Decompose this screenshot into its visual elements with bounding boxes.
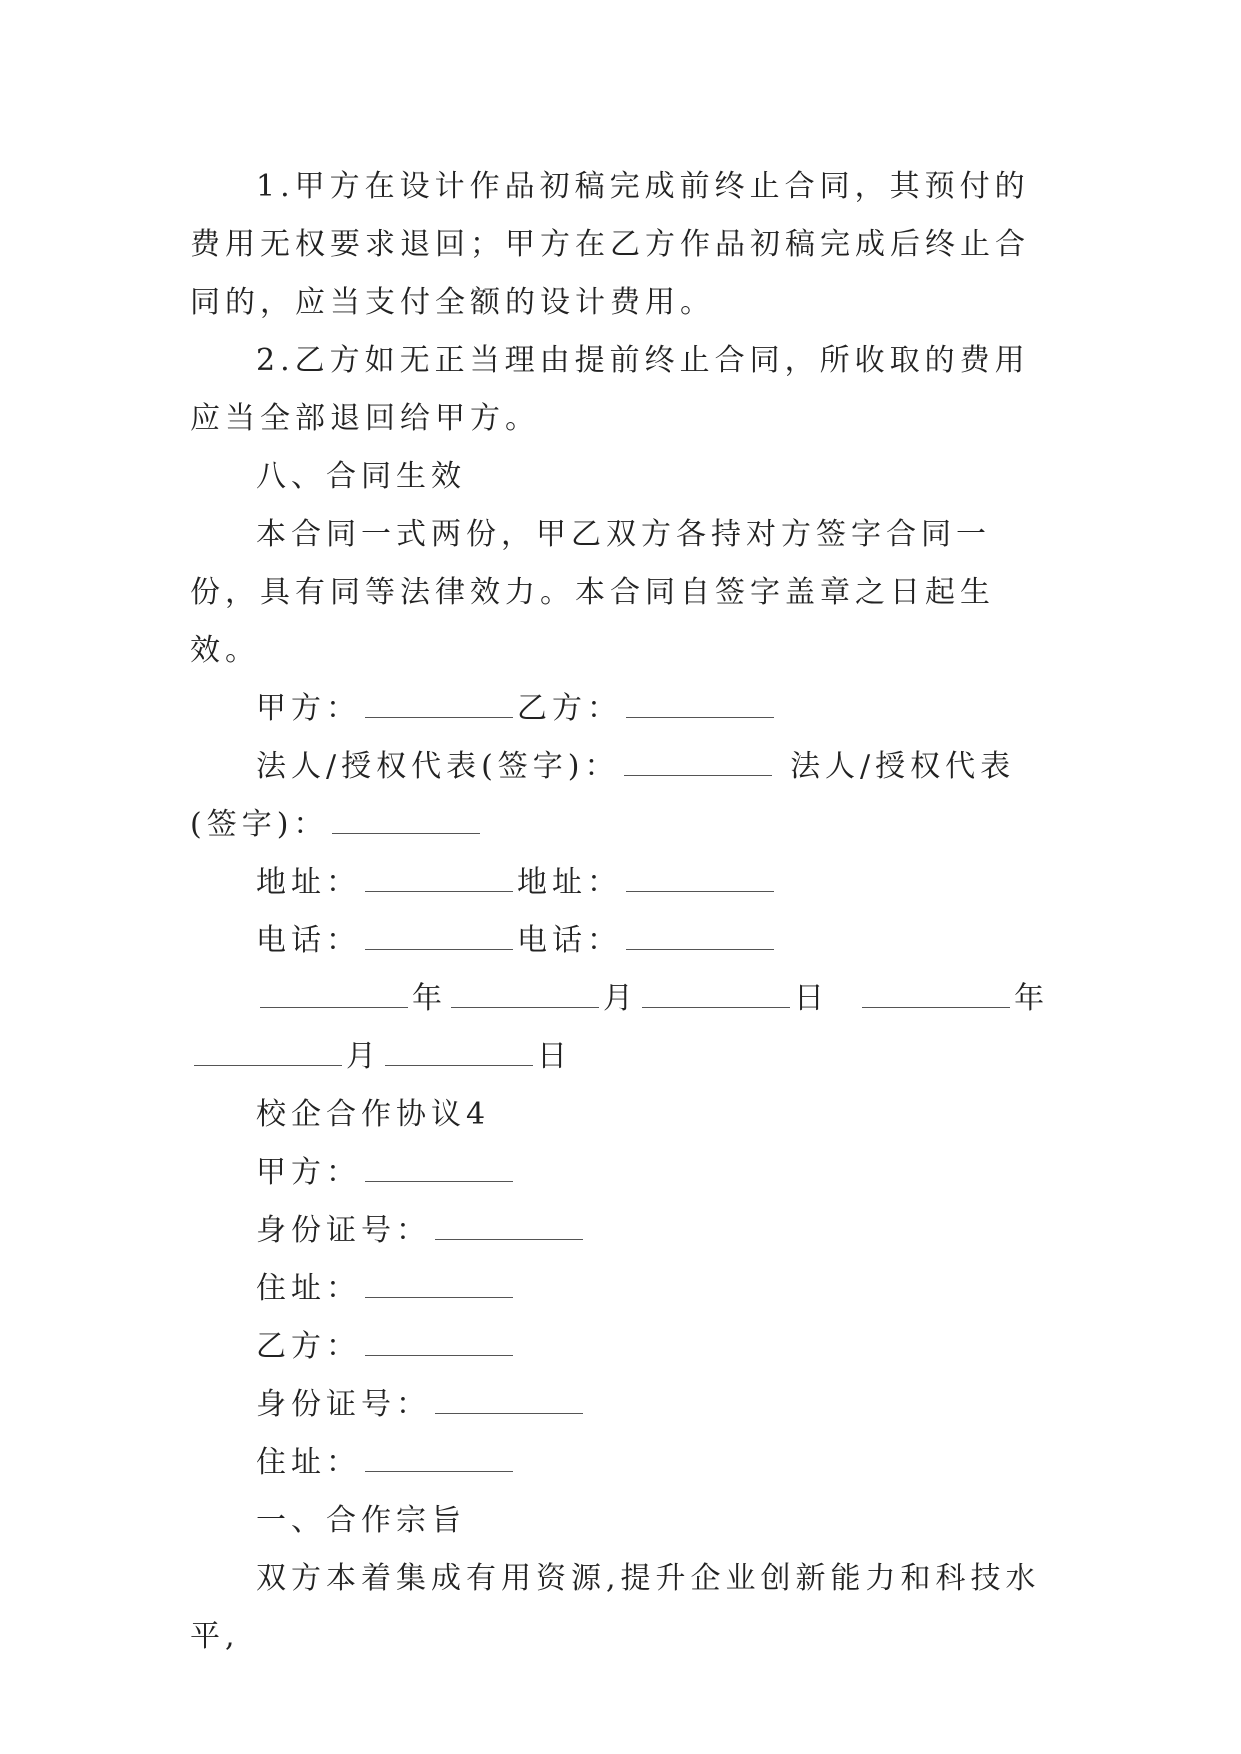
party-a-residence-line	[190, 1260, 1052, 1318]
party-b-id-blank	[435, 1389, 583, 1414]
year-b-blank	[862, 983, 1010, 1008]
day-b-blank	[385, 1041, 533, 1066]
section-heading-effect: 八、合同生效	[256, 459, 466, 494]
party-a-name-blank	[365, 1157, 513, 1182]
rep-b-label: 法人/授权代表(签字)：	[190, 749, 1016, 842]
agreement-title: 校企合作协议4	[256, 1097, 491, 1132]
rep-a-label: 法人/授权代表(签字)：	[256, 749, 620, 784]
party-b-label: 乙方：	[517, 691, 622, 726]
party-b-id-line	[190, 1376, 1052, 1434]
party-a-id-blank	[435, 1215, 583, 1240]
day-a-blank	[642, 983, 790, 1008]
party-b-residence-label: 住址：	[256, 1445, 361, 1480]
signature-address-line	[190, 854, 1052, 912]
section-heading-purpose: 一、合作宗旨	[256, 1503, 466, 1538]
address-b-blank	[626, 867, 774, 892]
party-a-label: 甲方：	[256, 691, 361, 726]
party-a-residence-blank	[365, 1273, 513, 1298]
year-a-label: 年	[412, 981, 447, 1016]
month-a-blank	[451, 983, 599, 1008]
month-a-label: 月	[603, 981, 638, 1016]
address-a-label: 地址：	[256, 865, 361, 900]
address-b-label: 地址：	[517, 865, 622, 900]
party-b-residence-blank	[365, 1447, 513, 1472]
purpose-clause: 双方本着集成有用资源,提升企业创新能力和科技水平,	[190, 1561, 1041, 1654]
party-b-residence-line	[190, 1434, 1052, 1492]
signature-phone-line	[190, 912, 1052, 970]
party-a-blank	[365, 693, 513, 718]
party-b-id-label: 身份证号：	[256, 1387, 431, 1422]
phone-a-blank	[365, 925, 513, 950]
rep-a-blank	[624, 751, 772, 776]
party-a-name-label: 甲方：	[256, 1155, 361, 1190]
day-a-label: 日	[794, 981, 829, 1016]
effect-clause: 本合同一式两份，甲乙双方各持对方签字合同一份，具有同等法律效力。本合同自签字盖章之日起生效。	[190, 517, 995, 668]
phone-a-label: 电话：	[256, 923, 361, 958]
party-b-name-blank	[365, 1331, 513, 1356]
month-b-blank	[194, 1041, 342, 1066]
phone-b-blank	[626, 925, 774, 950]
signature-date-line	[190, 970, 1052, 1086]
party-b-blank	[626, 693, 774, 718]
party-a-id-line	[190, 1202, 1052, 1260]
year-b-label: 年	[1014, 981, 1050, 1016]
party-a-name-line	[190, 1144, 1052, 1202]
party-a-residence-label: 住址：	[256, 1271, 361, 1306]
signature-party-line	[190, 680, 1052, 738]
document-page	[190, 158, 1052, 1666]
party-b-name-label: 乙方：	[256, 1329, 361, 1364]
address-a-blank	[365, 867, 513, 892]
month-b-label: 月	[346, 1039, 381, 1074]
phone-b-label: 电话：	[517, 923, 622, 958]
party-b-name-line	[190, 1318, 1052, 1376]
party-a-id-label: 身份证号：	[256, 1213, 431, 1248]
termination-clause-1: 1.甲方在设计作品初稿完成前终止合同，其预付的费用无权要求退回；甲方在乙方作品初稿完成后终止合同的，应当支付全额的设计费用。	[190, 169, 1030, 320]
termination-clause-2: 2.乙方如无正当理由提前终止合同，所收取的费用应当全部退回给甲方。	[190, 343, 1030, 436]
year-a-blank	[260, 983, 408, 1008]
rep-b-blank	[332, 809, 480, 834]
day-b-label: 日	[537, 1039, 572, 1074]
signature-rep-line	[190, 738, 1052, 854]
